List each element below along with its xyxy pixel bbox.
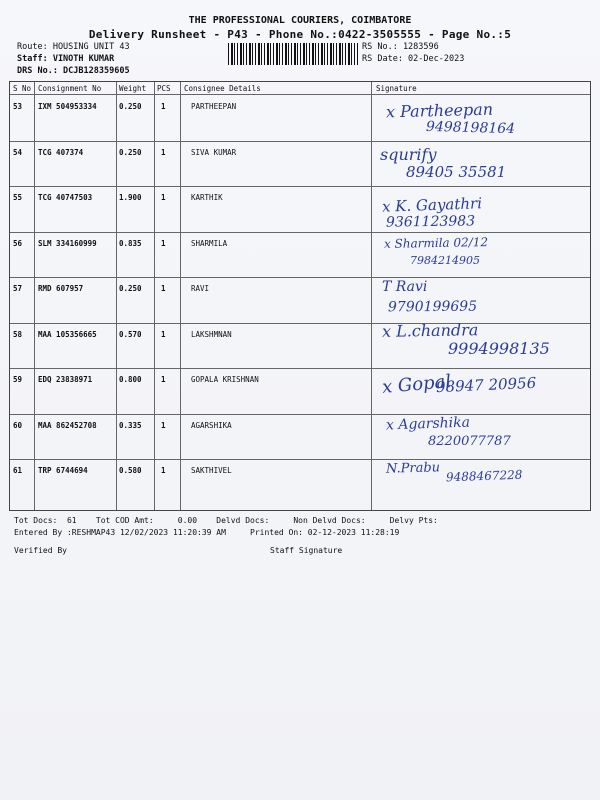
- handwritten-signature: T Ravi: [382, 279, 428, 295]
- row-consignee: GOPALA KRISHNAN: [191, 375, 259, 384]
- table-row: [10, 414, 590, 460]
- row-pcs: 1: [161, 102, 166, 111]
- row-consignee: SHARMILA: [191, 238, 228, 248]
- row-consignment: RMD 607957: [38, 284, 84, 293]
- row-pcs: 1: [161, 375, 166, 384]
- table-row: [10, 277, 590, 323]
- row-weight: 0.835: [119, 238, 142, 248]
- runsheet-title: Delivery Runsheet - P43 - Phone No.:0422-3505555 - Page No.:5: [88, 28, 512, 41]
- handwritten-signature: squrify: [380, 144, 437, 164]
- meta-right: [362, 41, 464, 65]
- row-sno: 60: [13, 420, 23, 430]
- row-consignee: AGARSHIKA: [191, 420, 232, 430]
- row-weight: 1.900: [119, 193, 142, 202]
- row-pcs: 1: [161, 329, 166, 339]
- delivery-table: [9, 81, 591, 511]
- handwritten-phone: 9488467228: [445, 467, 523, 485]
- row-sno: 54: [13, 147, 23, 157]
- verified-by-label: Verified By: [14, 546, 67, 555]
- row-pcs: 1: [161, 420, 166, 430]
- company-name: THE PROFESSIONAL COURIERS, COIMBATORE: [188, 15, 412, 26]
- row-sno: 57: [13, 284, 23, 293]
- row-consignment: TCG 407374: [38, 147, 84, 157]
- handwritten-phone: 9361123983: [385, 213, 476, 231]
- row-pcs: 1: [161, 466, 166, 475]
- row-pcs: 1: [161, 238, 166, 248]
- col-header-consignment: Consignment No: [38, 84, 102, 93]
- row-consignment: MAA 862452708: [38, 420, 97, 430]
- row-consignee: LAKSHMNAN: [191, 329, 232, 339]
- handwritten-phone: 9994998135: [448, 338, 550, 358]
- row-consignee: PARTHEEPAN: [191, 102, 237, 111]
- handwritten-signature: x Gopal: [381, 371, 452, 398]
- row-sno: 59: [13, 375, 23, 384]
- row-weight: 0.250: [119, 147, 142, 157]
- row-weight: 0.570: [119, 329, 142, 339]
- entered-line: Entered By :RESHMAP43 12/02/2023 11:20:39 AM Printed On: 02-12-2023 11:28:19: [14, 528, 400, 537]
- row-consignee: SAKTHIVEL: [191, 466, 232, 475]
- table-row: [10, 459, 590, 505]
- col-header-weight: Weight: [119, 84, 147, 93]
- row-pcs: 1: [161, 284, 166, 293]
- handwritten-phone: 8220077787: [428, 433, 511, 449]
- rs-date: RS Date: 02-Dec-2023: [362, 54, 465, 64]
- handwritten-phone: 98947 20956: [435, 373, 537, 397]
- row-consignment: MAA 105356665: [38, 329, 97, 339]
- row-weight: 0.580: [119, 466, 142, 475]
- row-consignment: TRP 6744694: [38, 466, 88, 475]
- row-sno: 53: [13, 102, 23, 111]
- handwritten-phone: 9790199695: [387, 298, 478, 316]
- table-row: [10, 319, 590, 369]
- col-header-sno: S No: [13, 84, 32, 93]
- table-row: [10, 232, 590, 278]
- handwritten-signature: x Sharmila 02/12: [383, 234, 489, 251]
- table-row: [10, 141, 590, 187]
- row-sno: 55: [13, 193, 23, 202]
- rs-number: RS No.: 1283596: [362, 42, 439, 52]
- meta-left: [17, 41, 130, 77]
- row-weight: 0.250: [119, 284, 142, 293]
- row-weight: 0.800: [119, 375, 142, 384]
- handwritten-phone: 9498198164: [425, 118, 516, 138]
- table-row: [10, 186, 590, 232]
- row-consignee: SIVA KUMAR: [191, 147, 237, 157]
- handwritten-phone: 7984214905: [410, 253, 480, 267]
- row-pcs: 1: [161, 147, 166, 157]
- row-pcs: 1: [161, 193, 166, 202]
- row-weight: 0.335: [119, 420, 142, 430]
- row-consignment: TCG 40747503: [38, 193, 93, 202]
- handwritten-signature: x K. Gayathri: [381, 194, 483, 216]
- handwritten-signature: x Partheepan: [385, 99, 494, 122]
- row-weight: 0.250: [119, 102, 142, 111]
- row-sno: 58: [13, 329, 23, 339]
- row-consignee: KARTHIK: [191, 193, 223, 202]
- col-header-consignee: Consignee Details: [184, 84, 261, 93]
- row-consignment: EDQ 23838971: [38, 375, 93, 384]
- handwritten-signature: x L.chandra: [381, 319, 479, 341]
- barcode: [228, 43, 358, 65]
- row-consignee: RAVI: [191, 284, 210, 293]
- handwritten-signature: N.Prabu: [385, 460, 441, 477]
- table-row: [10, 368, 590, 414]
- staff-label: Staff: VINOTH KUMAR: [17, 54, 115, 64]
- handwritten-phone: 89405 35581: [406, 162, 507, 181]
- row-sno: 61: [13, 466, 23, 475]
- row-consignment: IXM 504953334: [38, 102, 97, 111]
- handwritten-signature: x Agarshika: [385, 414, 471, 433]
- table-row: [10, 95, 590, 141]
- drs-number: DRS No.: DCJB128359605: [17, 66, 130, 76]
- route-label: Route: HOUSING UNIT 43: [17, 42, 130, 52]
- totals-line: Tot Docs: 61 Tot COD Amt: 0.00 Delvd Docs: Non Delvd Docs: Delvy Pts:: [14, 516, 438, 525]
- col-header-pcs: PCS: [157, 84, 171, 93]
- staff-signature-label: Staff Signature: [270, 546, 343, 555]
- col-header-signature: Signature: [376, 84, 417, 93]
- row-sno: 56: [13, 238, 23, 248]
- row-consignment: SLM 334160999: [38, 238, 97, 248]
